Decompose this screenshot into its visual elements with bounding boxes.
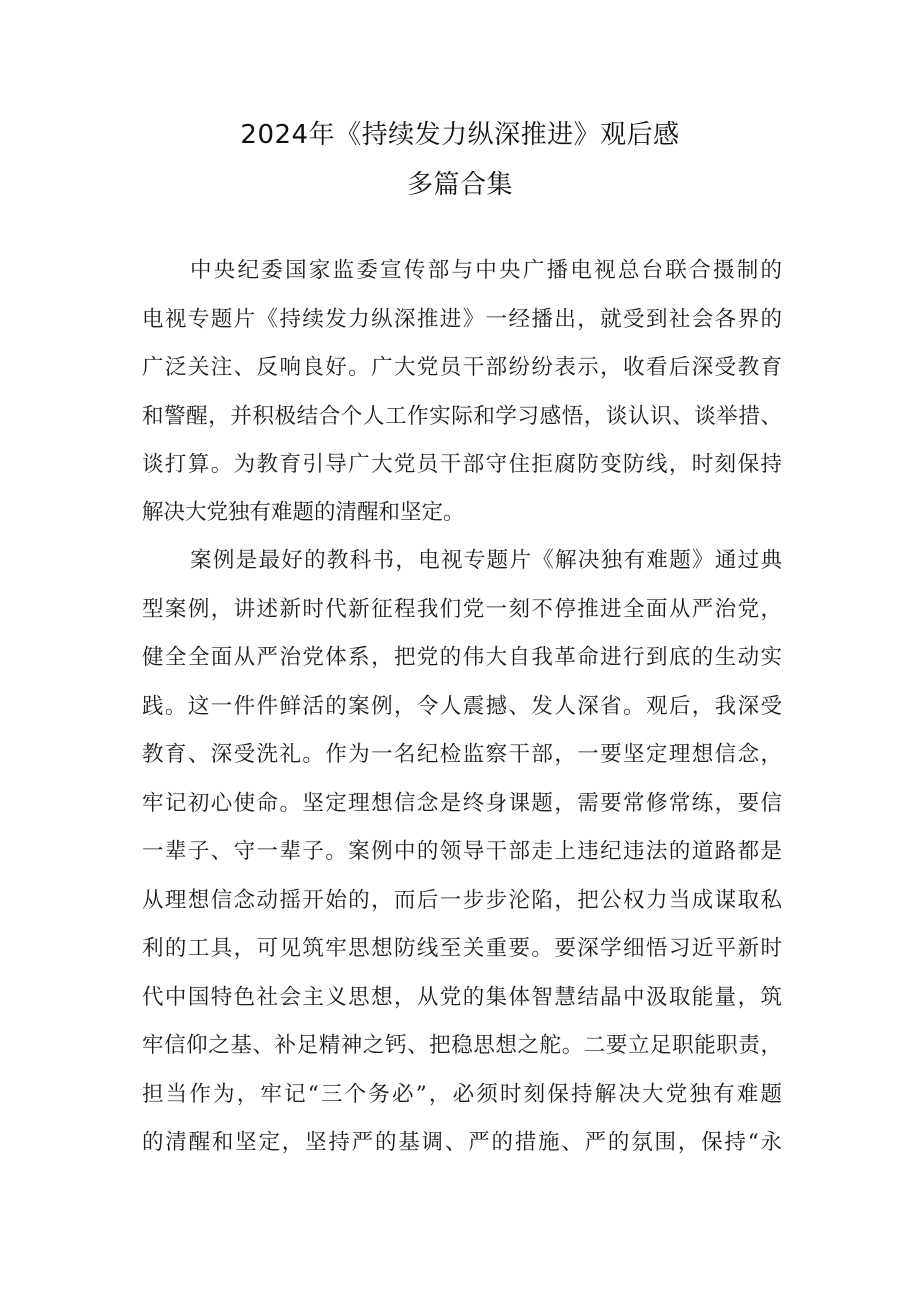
paragraph-line: 从理想信念动摇开始的，而后一步步沦陷，把公权力当成谋取私 [142,888,782,913]
paragraph-line: 的清醒和坚定，坚持严的基调、严的措施、严的氛围，保持“永 [142,1130,782,1155]
paragraph-line: 电视专题片《持续发力纵深推进》一经播出，就受到社会各界的 [142,307,782,332]
paragraph-line: 牢记初心使命。坚定理想信念是终身课题，需要常修常练，要信 [142,791,782,816]
paragraph-line: 中央纪委国家监委宣传部与中央广播电视总台联合摄制的 [190,258,782,283]
paragraph-line: 谈打算。为教育引导广大党员干部守住拒腐防变防线，时刻保持 [142,452,782,477]
paragraph-line: 牢信仰之基、补足精神之钙、把稳思想之舵。二要立足职能职责， [142,1033,782,1058]
paragraph-line: 和警醒，并积极结合个人工作实际和学习感悟，谈认识、谈举措、 [142,404,782,429]
document-title: 2024年《持续发力纵深推进》观后感 [240,120,680,150]
paragraph-line: 一辈子、守一辈子。案例中的领导干部走上违纪违法的道路都是 [142,839,782,864]
paragraph-line: 健全全面从严治党体系，把党的伟大自我革命进行到底的生动实 [142,645,782,670]
paragraph-line: 担当作为，牢记“三个务必”，必须时刻保持解决大党独有难题 [142,1082,782,1107]
paragraph-line: 广泛关注、反响良好。广大党员干部纷纷表示，收看后深受教育 [142,355,782,380]
paragraph-line: 案例是最好的教科书，电视专题片《解决独有难题》通过典 [190,548,782,573]
paragraph-line: 践。这一件件鲜活的案例，令人震撼、发人深省。观后，我深受 [142,694,782,719]
document-subtitle: 多篇合集 [406,170,513,200]
paragraph-line: 型案例，讲述新时代新征程我们党一刻不停推进全面从严治党， [142,597,782,622]
paragraph-line: 解决大党独有难题的清醒和坚定。 [142,500,465,525]
paragraph-line: 教育、深受洗礼。作为一名纪检监察干部，一要坚定理想信念， [142,742,782,767]
paragraph-line: 代中国特色社会主义思想，从党的集体智慧结晶中汲取能量，筑 [142,985,782,1010]
paragraph-line: 利的工具，可见筑牢思想防线至关重要。要深学细悟习近平新时 [142,936,782,961]
